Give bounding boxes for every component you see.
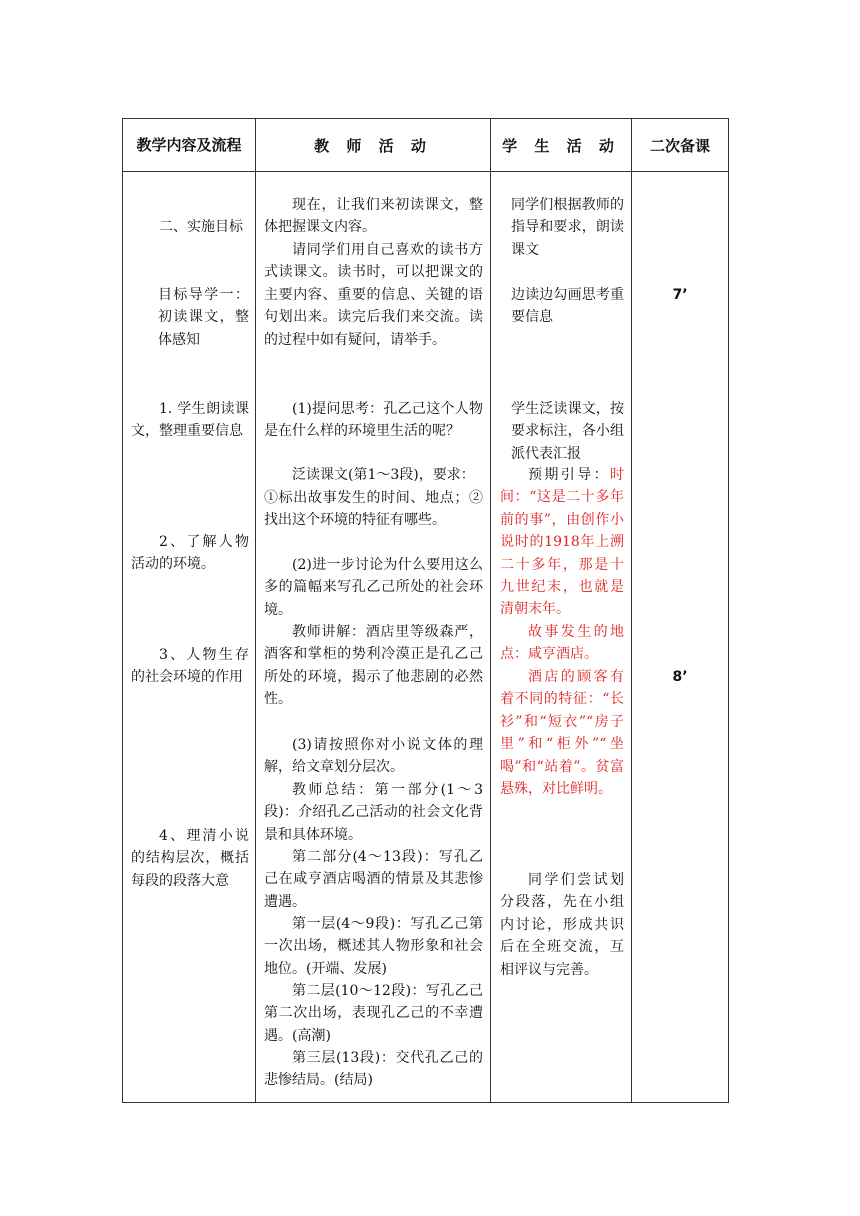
student-annotate: 边读边勾画思考重要信息 <box>511 287 624 326</box>
header-content-flow-label: 教学内容及流程 <box>136 136 242 154</box>
header-second-prep-label: 二次备课 <box>649 136 710 155</box>
student-report: 学生泛读课文，按要求标注，各小组派代表汇报 <box>511 401 624 462</box>
header-teacher-activity <box>256 119 491 172</box>
student-activity-cell <box>491 172 632 1103</box>
header-second-prep <box>632 119 729 172</box>
expected-guidance <box>500 464 624 621</box>
header-student-activity-label: 学 生 活 动 <box>502 136 620 155</box>
student-paragraph-division: 同学们尝试划分段落，先在小组内讨论，形成共识后在全班交流，互相评议与完善。 <box>500 872 624 978</box>
step-1-text: 1. 学生朗读课文，整理重要信息 <box>131 401 249 440</box>
teacher-intro: 现在，让我们来初读课文，整体把握课文内容。 <box>264 197 483 236</box>
header-student-activity <box>491 119 632 172</box>
teacher-activity-cell <box>256 172 491 1103</box>
header-row <box>123 119 729 172</box>
question-1: (1)提问思考：孔乙己这个人物是在什么样的环境里生活的呢？ <box>264 401 483 440</box>
header-teacher-activity-label: 教 师 活 动 <box>314 136 432 155</box>
lesson-plan-table <box>122 118 729 1103</box>
goal-heading: 目标导学一：初读课文，整体感知 <box>158 287 249 348</box>
time-8min: 8’ <box>672 669 688 685</box>
step-3-text: 3、人物生存的社会环境的作用 <box>131 647 249 686</box>
header-content-flow <box>123 119 256 172</box>
expected-guidance-label: 预期引导： <box>528 467 610 483</box>
task-requirements: ①标出故事发生的时间、地点；②找出这个环境的特征有哪些。 <box>264 490 483 529</box>
question-3: (3)请按照你对小说文体的理解，给文章划分层次。 <box>264 737 483 776</box>
teacher-instructions: 请同学们用自己喜欢的读书方式读课文。读书时，可以把课文的主要内容、重要的信息、关键的语句划出来。读完后我们来交流。读的过程中如有疑问，请举手。 <box>264 242 483 348</box>
teacher-explanation: 教师讲解：酒店里等级森严，酒客和掌柜的势利冷漠正是孔乙己所处的环境，揭示了他悲剧的必然性。 <box>264 624 483 708</box>
step-4-text: 4、理清小说的结构层次，概括每段的段落大意 <box>131 828 249 889</box>
part-two: 第二部分(4～13段)：写孔乙己在咸亨酒店喝酒的情景及其悲惨遭遇。 <box>264 849 483 910</box>
question-2: (2)进一步讨论为什么要用这么多的篇幅来写孔乙己所处的社会环境。 <box>264 557 483 618</box>
skim-reading-task: 泛读课文(第1～3段)，要求： <box>292 467 475 483</box>
content-flow-cell <box>123 172 256 1103</box>
teacher-summary: 教师总结：第一部分(1～3段)：介绍孔乙己活动的社会文化背景和具体环境。 <box>264 782 483 843</box>
second-prep-cell <box>632 172 729 1103</box>
story-location: 故事发生的地点：咸亨酒店。 <box>500 624 624 663</box>
section-heading: 二、实施目标 <box>159 219 243 235</box>
time-7min: 7’ <box>672 287 688 303</box>
body-row <box>123 172 729 1103</box>
step-2-text: 2、了解人物活动的环境。 <box>131 534 249 573</box>
expected-guidance-time: 时间：“这是二十多年前的事”，由创作小说时的1918年上溯二十多年，那是十九世纪末，也就是清朝末年。 <box>500 467 624 618</box>
student-read-aloud: 同学们根据教师的指导和要求，朗读课文 <box>511 197 624 258</box>
customer-features: 酒店的顾客有着不同的特征：“长衫”和“短衣”“房子里”和“柜外”“坐喝”和“站着”。贫富悬殊，对比鲜明。 <box>500 669 624 798</box>
layer-three: 第三层(13段)：交代孔乙己的悲惨结局。(结局) <box>264 1050 483 1089</box>
layer-one: 第一层(4～9段)：写孔乙己第一次出场，概述其人物形象和社会地位。(开端、发展) <box>264 916 483 977</box>
layer-two: 第二层(10～12段)：写孔乙己第二次出场，表现孔乙己的不幸遭遇。(高潮) <box>264 983 483 1044</box>
